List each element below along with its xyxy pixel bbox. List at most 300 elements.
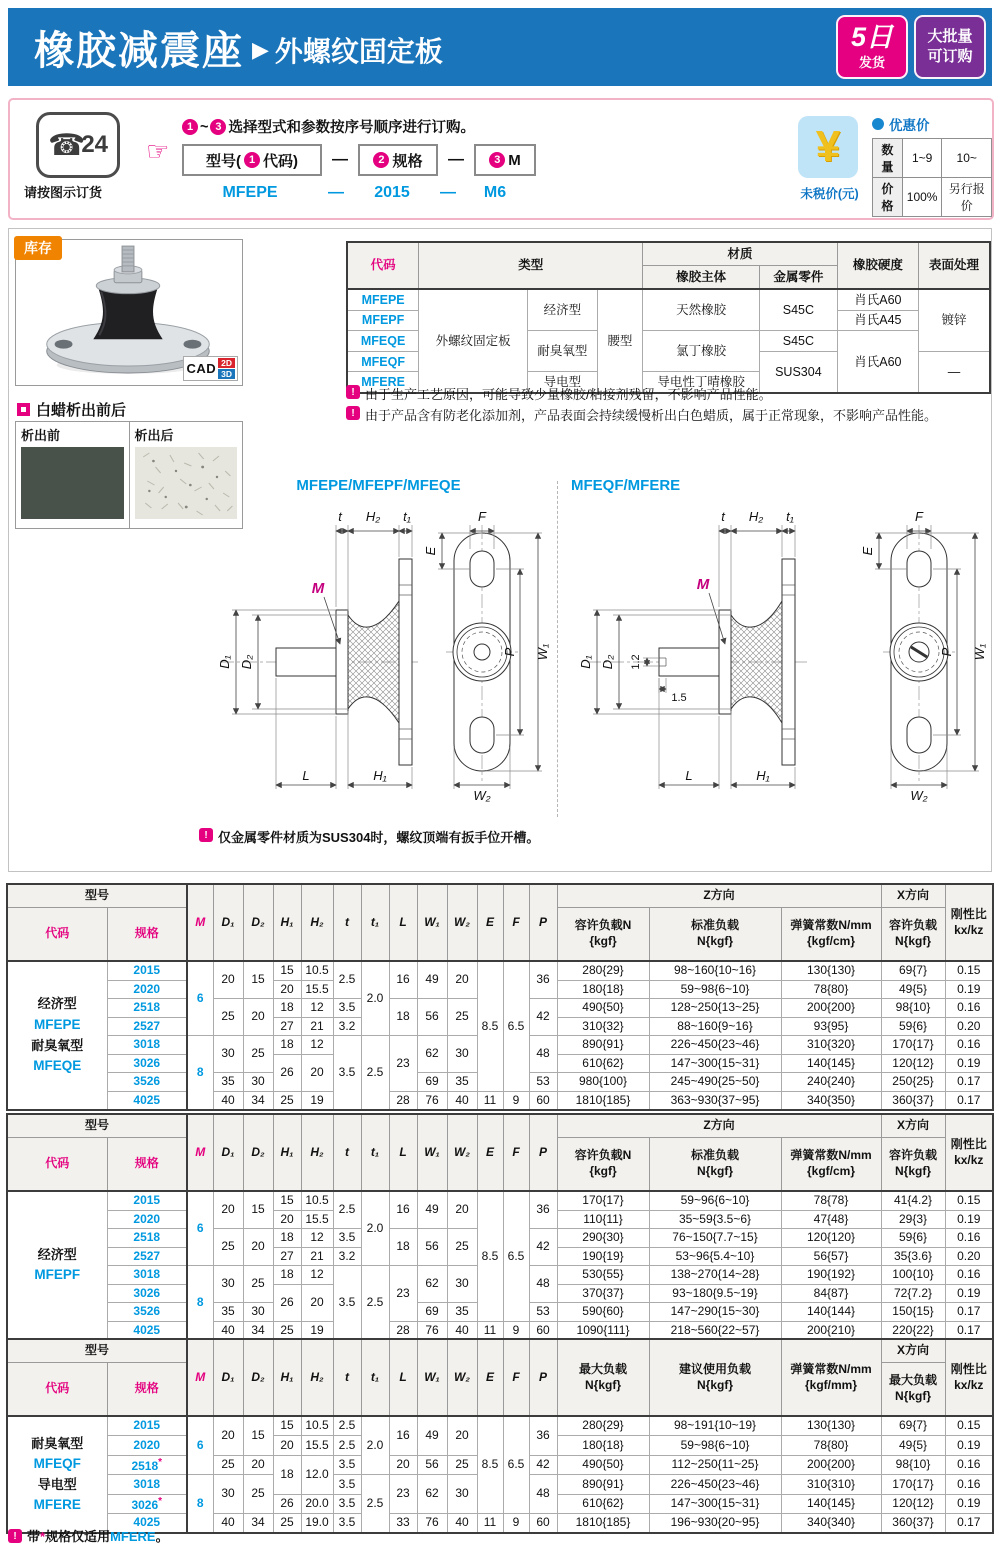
price-label: 价格: [873, 178, 903, 217]
spec-code-cell: 2020: [107, 1436, 187, 1455]
spec-cell: SUS304: [760, 351, 838, 393]
value-cell: 190{192}: [781, 1266, 881, 1285]
value-cell: 240{240}: [781, 1073, 881, 1092]
value-cell: 8: [187, 1036, 213, 1111]
value-cell: 59~98{6~10}: [649, 1436, 781, 1455]
spec-code-cell: 4025: [107, 1091, 187, 1110]
value-cell: 0.19: [945, 1054, 993, 1073]
value-cell: 112~250{11~25}: [649, 1455, 781, 1474]
value-cell: 78{80}: [781, 980, 881, 999]
value-cell: 120{12}: [881, 1494, 945, 1513]
arrow-icon: ▶: [252, 37, 269, 62]
value-cell: 20: [273, 980, 301, 999]
stock-badge: 库存: [14, 236, 62, 260]
spec-code-cell: 3018: [107, 1475, 187, 1494]
spec-code-cell: 3018: [107, 1266, 187, 1285]
part-number-example: [182, 184, 524, 202]
value-cell: 53: [529, 1303, 557, 1322]
wax-before-image: [21, 447, 124, 519]
value-cell: 20: [447, 1191, 477, 1229]
value-cell: 20: [301, 1054, 333, 1091]
product-photo-box: [15, 239, 243, 386]
page-title: 橡胶减震座: [34, 28, 244, 73]
value-cell: 25: [447, 1455, 477, 1474]
dim-label-h1: H₁: [756, 768, 770, 783]
value-cell: 40: [213, 1091, 243, 1110]
value-cell: 0.17: [945, 1321, 993, 1340]
value-cell: 10.5: [301, 961, 333, 980]
note-2-text: 由于产品含有防老化添加剂，产品表面会持续缓慢析出白色蜡质，属于正常现象，不影响产品性能。: [365, 408, 938, 423]
dim-label-f: F: [478, 509, 486, 524]
value-cell: 30: [447, 1266, 477, 1303]
spec-cell: —: [919, 351, 990, 393]
dim-label-p: P: [502, 647, 517, 657]
note-1-text: 由于生产工艺原因，可能导致少量橡胶/粘接剂残留，不影响产品性能。: [365, 387, 772, 402]
product-code: MFEQE: [347, 331, 419, 352]
value-cell: 84{87}: [781, 1284, 881, 1303]
discount-title: [872, 114, 992, 134]
value-cell: 138~270{14~28}: [649, 1266, 781, 1285]
value-cell: 190{19}: [557, 1247, 649, 1266]
price-caption: 未税价(元): [800, 187, 859, 201]
value-cell: 76: [417, 1321, 447, 1340]
value-cell: 20: [213, 1191, 243, 1229]
spec-code-cell: 2015: [107, 1191, 187, 1210]
spec-code-cell: 2015: [107, 1416, 187, 1436]
value-cell: 290{30}: [557, 1229, 649, 1248]
value-cell: 62: [417, 1266, 447, 1303]
value-cell: 0.19: [945, 980, 993, 999]
value-cell: 1810{185}: [557, 1091, 649, 1110]
ship-badge-label: 发货: [858, 54, 885, 70]
dim-label-w2: W₂: [910, 788, 928, 803]
header-badges: [836, 15, 986, 79]
value-cell: 25: [447, 1229, 477, 1266]
value-cell: 25: [273, 1091, 301, 1110]
value-cell: 140{144}: [781, 1303, 881, 1322]
value-cell: 6.5: [503, 961, 529, 1091]
value-cell: 0.16: [945, 1036, 993, 1055]
value-cell: 15.5: [301, 1436, 333, 1455]
dim-table-mfepf: [6, 1113, 994, 1341]
dim-label-h1: H₁: [373, 768, 387, 783]
value-cell: 0.16: [945, 1455, 993, 1474]
part-number-format: [182, 144, 536, 176]
yen-glyph: ¥: [815, 122, 841, 171]
drawing-note: [199, 827, 539, 846]
note-icon: !: [346, 385, 360, 399]
value-cell: 19: [301, 1321, 333, 1340]
value-cell: 56{57}: [781, 1247, 881, 1266]
value-cell: 0.16: [945, 1229, 993, 1248]
dim-label-e: E: [860, 546, 875, 556]
value-cell: 8.5: [477, 1416, 503, 1513]
value-cell: 200{210}: [781, 1321, 881, 1340]
spec-cell: 镀锌: [919, 289, 990, 351]
value-cell: 3.5: [333, 1036, 361, 1111]
value-cell: 20.0: [301, 1494, 333, 1513]
value-cell: 21: [301, 1017, 333, 1036]
value-cell: 200{200}: [781, 999, 881, 1018]
spec-code-cell: 2527: [107, 1017, 187, 1036]
value-cell: 11: [477, 1513, 503, 1533]
value-cell: 34: [243, 1321, 273, 1340]
value-cell: 9: [503, 1321, 529, 1340]
value-cell: 69{7}: [881, 961, 945, 980]
value-cell: 490{50}: [557, 999, 649, 1018]
value-cell: 40: [213, 1513, 243, 1533]
value-cell: 47{48}: [781, 1210, 881, 1229]
spec-table: [346, 241, 991, 394]
value-cell: 48: [529, 1475, 557, 1514]
drawing-title-right: MFEQF/MFERE: [571, 477, 681, 494]
value-cell: 35: [213, 1073, 243, 1092]
value-cell: 49{5}: [881, 980, 945, 999]
value-cell: 20: [273, 1436, 301, 1455]
value-cell: 53~96{5.4~10}: [649, 1247, 781, 1266]
value-cell: 15.5: [301, 980, 333, 999]
value-cell: 226~450{23~46}: [649, 1036, 781, 1055]
spec-code-cell: 3018: [107, 1036, 187, 1055]
value-cell: 0.19: [945, 1436, 993, 1455]
wax-before-label: 析出前: [21, 428, 61, 443]
dash: —: [448, 151, 464, 168]
value-cell: 140{145}: [781, 1054, 881, 1073]
dim-label-d2: D₂: [239, 654, 254, 670]
value-cell: 28: [389, 1091, 417, 1110]
example-spec: 2015: [374, 184, 410, 201]
spec-cell: 天然橡胶: [643, 289, 760, 331]
value-cell: 490{50}: [557, 1455, 649, 1474]
value-cell: 110{11}: [557, 1210, 649, 1229]
value-cell: 3.2: [333, 1247, 361, 1266]
value-cell: 2.5: [361, 1266, 389, 1341]
value-cell: 26: [273, 1284, 301, 1321]
value-cell: 26: [273, 1054, 301, 1091]
value-cell: 196~930{20~95}: [649, 1513, 781, 1533]
value-cell: 0.17: [945, 1303, 993, 1322]
note-icon: !: [8, 1529, 22, 1543]
phone-24: 24: [81, 131, 109, 158]
value-cell: 40: [447, 1091, 477, 1110]
telephone-glyph: ☎: [47, 128, 86, 162]
spec-cell: 肖氏A45: [837, 310, 918, 331]
value-cell: 12: [301, 1036, 333, 1055]
value-cell: 6: [187, 1191, 213, 1266]
value-cell: 200{200}: [781, 1455, 881, 1474]
dim-label-t: t: [338, 509, 342, 524]
yen-icon: [798, 116, 858, 178]
value-cell: 11: [477, 1091, 503, 1110]
value-cell: 1810{185}: [557, 1513, 649, 1533]
step-1-icon: 1: [182, 119, 198, 135]
value-cell: 2.0: [361, 961, 389, 1036]
dim-label-t1: t₁: [786, 509, 794, 524]
value-cell: 60: [529, 1091, 557, 1110]
value-cell: 10.5: [301, 1191, 333, 1210]
value-cell: 15: [243, 1416, 273, 1455]
value-cell: 18: [273, 1036, 301, 1055]
value-cell: 16: [389, 1416, 417, 1455]
value-cell: 12: [301, 1266, 333, 1285]
value-cell: 6.5: [503, 1191, 529, 1321]
qty-label: 数量: [873, 139, 903, 178]
spec-code-cell: 3526: [107, 1303, 187, 1322]
value-cell: 6: [187, 961, 213, 1036]
value-cell: 245~490{25~50}: [649, 1073, 781, 1092]
value-cell: 8.5: [477, 1191, 503, 1321]
value-cell: 2.5: [333, 1436, 361, 1455]
value-cell: 59~98{6~10}: [649, 980, 781, 999]
value-cell: 23: [389, 1475, 417, 1514]
value-cell: 20: [243, 999, 273, 1036]
value-cell: 62: [417, 1475, 447, 1514]
series-label: 经济型 MFEPF: [7, 1191, 107, 1340]
value-cell: 310{320}: [781, 1036, 881, 1055]
value-cell: 76: [417, 1091, 447, 1110]
value-cell: 15: [273, 1191, 301, 1210]
value-cell: 49{5}: [881, 1436, 945, 1455]
spec-code-cell: 2020: [107, 980, 187, 999]
dim-label-w1: W₁: [535, 643, 550, 661]
square-bullet-icon: [17, 403, 30, 416]
value-cell: 53: [529, 1073, 557, 1092]
value-cell: 48: [529, 1036, 557, 1073]
value-cell: 42: [529, 1455, 557, 1474]
dim-label-e: E: [423, 546, 438, 556]
value-cell: 76: [417, 1513, 447, 1533]
value-cell: 170{17}: [881, 1475, 945, 1494]
value-cell: 20: [301, 1284, 333, 1321]
spec-code-cell: 4025: [107, 1513, 187, 1533]
value-cell: 34: [243, 1091, 273, 1110]
value-cell: 35: [447, 1303, 477, 1322]
value-cell: 98{10}: [881, 1455, 945, 1474]
tilde: ~: [200, 118, 209, 135]
value-cell: 72{7.2}: [881, 1284, 945, 1303]
bulk-badge-line1: 大批量: [927, 27, 973, 45]
dim-label-d1: D₁: [578, 655, 593, 669]
price-2: 另行报价: [942, 178, 992, 217]
data-table: 型号 M D₁ D₂ H₁ H₂ t t₁ L W₁ W₂ E F P Z方向 X方向 刚性比 kx/kz 代码 规格 容许负载N {kgf} 标准负载 N{kgf} 弹簧常数N/mm {kgf/cm} 容许负载 N{kgf} 经济型 MFEPE 耐臭氧型 MFEQE 2015 6 20 15 15 10.5 2.5 2.0 16 49 20 8.5 6.5 36 280{29} 98~160{10~16} 130{130} 69{7} 0.15 2020 20 15.5 180{18} 59~98{6~10} 78{80} 49{5} 0.19 2518 25 20 18 12 3.5 18 56 25 42 490{50} 128~250{13~25} 200{200} 98{10} 0.16 2527 27 21 3.2 310{32} 88~160{9~16} 93{95} 59{6} 0.20 3018 8 30 25 18 12 3.5 2.5 23 62 30 48 890{91} 226~450{23~46} 310{320} 170{17} 0.16 3026 26 20 610{62} 147~300{15~31} 140{145} 120{12} 0.19 3526 35 30 69 35 53 980{100} 245~490{25~50} 240{240} 250{25} 0.17 4025 40 34 25 19 28 76 40 11 9 60 1810{185} 363~930{37~95} 340{350} 360{37} 0.17: [6, 883, 994, 1111]
value-cell: 23: [389, 1266, 417, 1322]
value-cell: 590{60}: [557, 1303, 649, 1322]
value-cell: 12: [301, 999, 333, 1018]
value-cell: 8: [187, 1266, 213, 1341]
value-cell: 6: [187, 1416, 213, 1475]
dim-label-w1: W₁: [972, 643, 987, 661]
main-section: [8, 228, 992, 872]
value-cell: 48: [529, 1266, 557, 1303]
value-cell: 150{15}: [881, 1303, 945, 1322]
value-cell: 30: [213, 1266, 243, 1303]
spec-code-cell: 3526: [107, 1073, 187, 1092]
value-cell: 25: [243, 1266, 273, 1303]
value-cell: 15: [273, 1416, 301, 1436]
data-table: 型号 M D₁ D₂ H₁ H₂ t t₁ L W₁ W₂ E F P 最大负载 N{kgf} 建议使用负载 N{kgf} 弹簧常数N/mm {kgf/mm} X方向 刚性比 kx/kz 代码 规格 最大负载 N{kgf} 耐臭氧型 MFEQF 导电型 MFERE 2015 6 20 15 15 10.5 2.5 2.0 16 49 20 8.5 6.5 36 280{29} 98~191{10~19} 130{130} 69{7} 0.15 2020 20 15.5 2.5 180{18} 59~98{6~10} 78{80} 49{5} 0.19 2518* 25 20 18 12.0 3.5 20 56 25 42 490{50} 112~250{11~25} 200{200} 98{10} 0.16 3018 8 30 25 3.5 2.5 23 62 30 48 890{91} 226~450{23~46} 310{310} 170{17} 0.16 3026* 26 20.0 3.5 610{62} 147~300{15~31} 140{145} 120{12} 0.19 4025 40 34 25 19.0 3.5 33 76 40 11 9 60 1810{185} 196~930{20~95} 340{340} 360{37} 0.17: [6, 1338, 994, 1534]
value-cell: 610{62}: [557, 1054, 649, 1073]
product-code: MFEQF: [347, 351, 419, 372]
spec-code-cell: 3026*: [107, 1494, 187, 1513]
footnote-text: 带*规格仅适用MFERE。: [27, 1529, 169, 1544]
value-cell: 35{3.6}: [881, 1247, 945, 1266]
value-cell: 36: [529, 1416, 557, 1455]
value-cell: 12.0: [301, 1455, 333, 1494]
value-cell: 280{29}: [557, 1416, 649, 1436]
value-cell: 310{32}: [557, 1017, 649, 1036]
value-cell: 218~560{22~57}: [649, 1321, 781, 1340]
value-cell: 147~290{15~30}: [649, 1303, 781, 1322]
value-cell: 147~300{15~31}: [649, 1054, 781, 1073]
spec-code-cell: 2518: [107, 999, 187, 1018]
value-cell: 20: [213, 961, 243, 999]
value-cell: 0.16: [945, 1266, 993, 1285]
dim-label-h2: H₂: [748, 509, 764, 524]
step-2-icon: 2: [373, 152, 389, 168]
value-cell: 130{130}: [781, 1416, 881, 1436]
value-cell: 8: [187, 1475, 213, 1534]
spec-code-cell: 3026: [107, 1054, 187, 1073]
value-cell: 980{100}: [557, 1073, 649, 1092]
value-cell: 10.5: [301, 1416, 333, 1436]
spec-cell: 导电型: [528, 372, 597, 393]
value-cell: 20: [389, 1455, 417, 1474]
value-cell: 15: [243, 961, 273, 999]
value-cell: 35: [447, 1073, 477, 1092]
value-cell: 36: [529, 961, 557, 999]
value-cell: 19: [301, 1091, 333, 1110]
phone-caption: 请按图示订货: [24, 185, 103, 200]
dash: —: [328, 184, 344, 201]
drawing-title-left: MFEPE/MFEPF/MFEQE: [296, 477, 461, 494]
spec-code-cell: 2518: [107, 1229, 187, 1248]
value-cell: 180{18}: [557, 1436, 649, 1455]
cad-2d-label: 2D: [218, 358, 235, 368]
value-cell: 25: [213, 1455, 243, 1474]
value-cell: 34: [243, 1513, 273, 1533]
value-cell: 0.20: [945, 1017, 993, 1036]
ship-badge-days: 5日: [850, 22, 894, 53]
value-cell: 28: [389, 1321, 417, 1340]
dim-label-d2: D₂: [600, 654, 615, 670]
spec-cell: 导电性丁晴橡胶: [643, 372, 760, 393]
price-table-block: [872, 114, 992, 217]
cad-badge[interactable]: [183, 356, 238, 381]
format-thread-label: M: [508, 151, 521, 169]
value-cell: 0.15: [945, 1416, 993, 1436]
value-cell: 226~450{23~46}: [649, 1475, 781, 1494]
qty-range-2: 10~: [942, 139, 992, 178]
value-cell: 3.5: [333, 999, 361, 1018]
value-cell: 36: [529, 1191, 557, 1229]
value-cell: 60: [529, 1513, 557, 1533]
value-cell: 42: [529, 999, 557, 1036]
value-cell: 98~191{10~19}: [649, 1416, 781, 1436]
value-cell: 340{340}: [781, 1513, 881, 1533]
value-cell: 130{130}: [781, 961, 881, 980]
value-cell: 20: [447, 961, 477, 999]
value-cell: 0.15: [945, 961, 993, 980]
value-cell: 0.20: [945, 1247, 993, 1266]
value-cell: 0.19: [945, 1284, 993, 1303]
value-cell: 0.19: [945, 1494, 993, 1513]
value-cell: 180{18}: [557, 980, 649, 999]
value-cell: 20: [447, 1416, 477, 1455]
qty-range-1: 1~9: [902, 139, 942, 178]
dim-label-d1: D₁: [217, 655, 232, 669]
bulk-badge-line2: 可订购: [927, 48, 973, 65]
value-cell: 26: [273, 1494, 301, 1513]
dash: —: [440, 184, 456, 201]
value-cell: 35: [213, 1303, 243, 1322]
value-cell: 30: [243, 1073, 273, 1092]
dim-label-slot-depth: 1.5: [671, 692, 687, 704]
value-cell: 41{4.2}: [881, 1191, 945, 1210]
value-cell: 16: [389, 961, 417, 999]
series-label: 经济型 MFEPE 耐臭氧型 MFEQE: [7, 961, 107, 1110]
value-cell: 42: [529, 1229, 557, 1266]
value-cell: 40: [213, 1321, 243, 1340]
spec-code-cell: 2015: [107, 961, 187, 980]
value-cell: 340{350}: [781, 1091, 881, 1110]
dim-label-m: M: [696, 576, 710, 593]
spec-code-cell: 3026: [107, 1284, 187, 1303]
value-cell: 370{37}: [557, 1284, 649, 1303]
value-cell: 78{80}: [781, 1436, 881, 1455]
value-cell: 25: [213, 1229, 243, 1266]
value-cell: 3.5: [333, 1266, 361, 1341]
value-cell: 33: [389, 1513, 417, 1533]
value-cell: 280{29}: [557, 961, 649, 980]
value-cell: 2.5: [361, 1475, 389, 1534]
note-1: [346, 384, 772, 403]
dim-table-mfepe-mfeqe: [6, 883, 994, 1111]
note-icon: !: [346, 406, 360, 420]
spec-cell: 肖氏A60: [837, 289, 918, 310]
value-cell: 20: [213, 1416, 243, 1455]
dim-label-l: L: [302, 768, 310, 783]
dim-label-f: F: [915, 509, 923, 524]
data-table: 型号 M D₁ D₂ H₁ H₂ t t₁ L W₁ W₂ E F P Z方向 X方向 刚性比 kx/kz 代码 规格 容许负载N {kgf} 标准负载 N{kgf} 弹簧常数N/mm {kgf/cm} 容许负载 N{kgf} 经济型 MFEPF 2015 6 20 15 15 10.5 2.5 2.0 16 49 20 8.5 6.5 36 170{17} 59~96{6~10} 78{78} 41{4.2} 0.15 2020 20 15.5 110{11} 35~59{3.5~6} 47{48} 29{3} 0.19 2518 25 20 18 12 3.5 18 56 25 42 290{30} 76~150{7.7~15} 120{120} 59{6} 0.16 2527 27 21 3.2 190{19} 53~96{5.4~10} 56{57} 35{3.6} 0.20 3018 8 30 25 18 12 3.5 2.5 23 62 30 48 530{55} 138~270{14~28} 190{192} 100{10} 0.16 3026 26 20 370{37} 93~180{9.5~19} 84{87} 72{7.2} 0.19 3526 35 30 69 35 53 590{60} 147~290{15~30} 140{144} 150{15} 0.17 4025 40 34 25 19 28 76 40 11 9 60 1090{111} 218~560{22~57} 200{210} 220{22} 0.17: [6, 1113, 994, 1341]
value-cell: 35~59{3.5~6}: [649, 1210, 781, 1229]
value-cell: 25: [243, 1475, 273, 1514]
format-box-model: [182, 144, 322, 176]
value-cell: 12: [301, 1229, 333, 1248]
value-cell: 15: [273, 961, 301, 980]
value-cell: 3.5: [333, 1475, 361, 1494]
product-code: MFEPE: [347, 289, 419, 310]
value-cell: 59{6}: [881, 1229, 945, 1248]
value-cell: 59~96{6~10}: [649, 1191, 781, 1210]
dim-label-t: t: [721, 509, 725, 524]
value-cell: 18: [389, 1229, 417, 1266]
value-cell: 140{145}: [781, 1494, 881, 1513]
value-cell: 49: [417, 961, 447, 999]
value-cell: 3.5: [333, 1494, 361, 1513]
value-cell: 20: [243, 1229, 273, 1266]
value-cell: 56: [417, 1455, 447, 1474]
value-cell: 76~150{7.7~15}: [649, 1229, 781, 1248]
format-box-thread: [474, 144, 536, 176]
price-1: 100%: [902, 178, 942, 217]
value-cell: 170{17}: [557, 1191, 649, 1210]
value-cell: 30: [243, 1303, 273, 1322]
value-cell: 0.19: [945, 1210, 993, 1229]
value-cell: 1090{111}: [557, 1321, 649, 1340]
bullet-icon: [872, 118, 884, 130]
dim-label-p: P: [939, 647, 954, 657]
discount-label: 优惠价: [889, 118, 930, 133]
